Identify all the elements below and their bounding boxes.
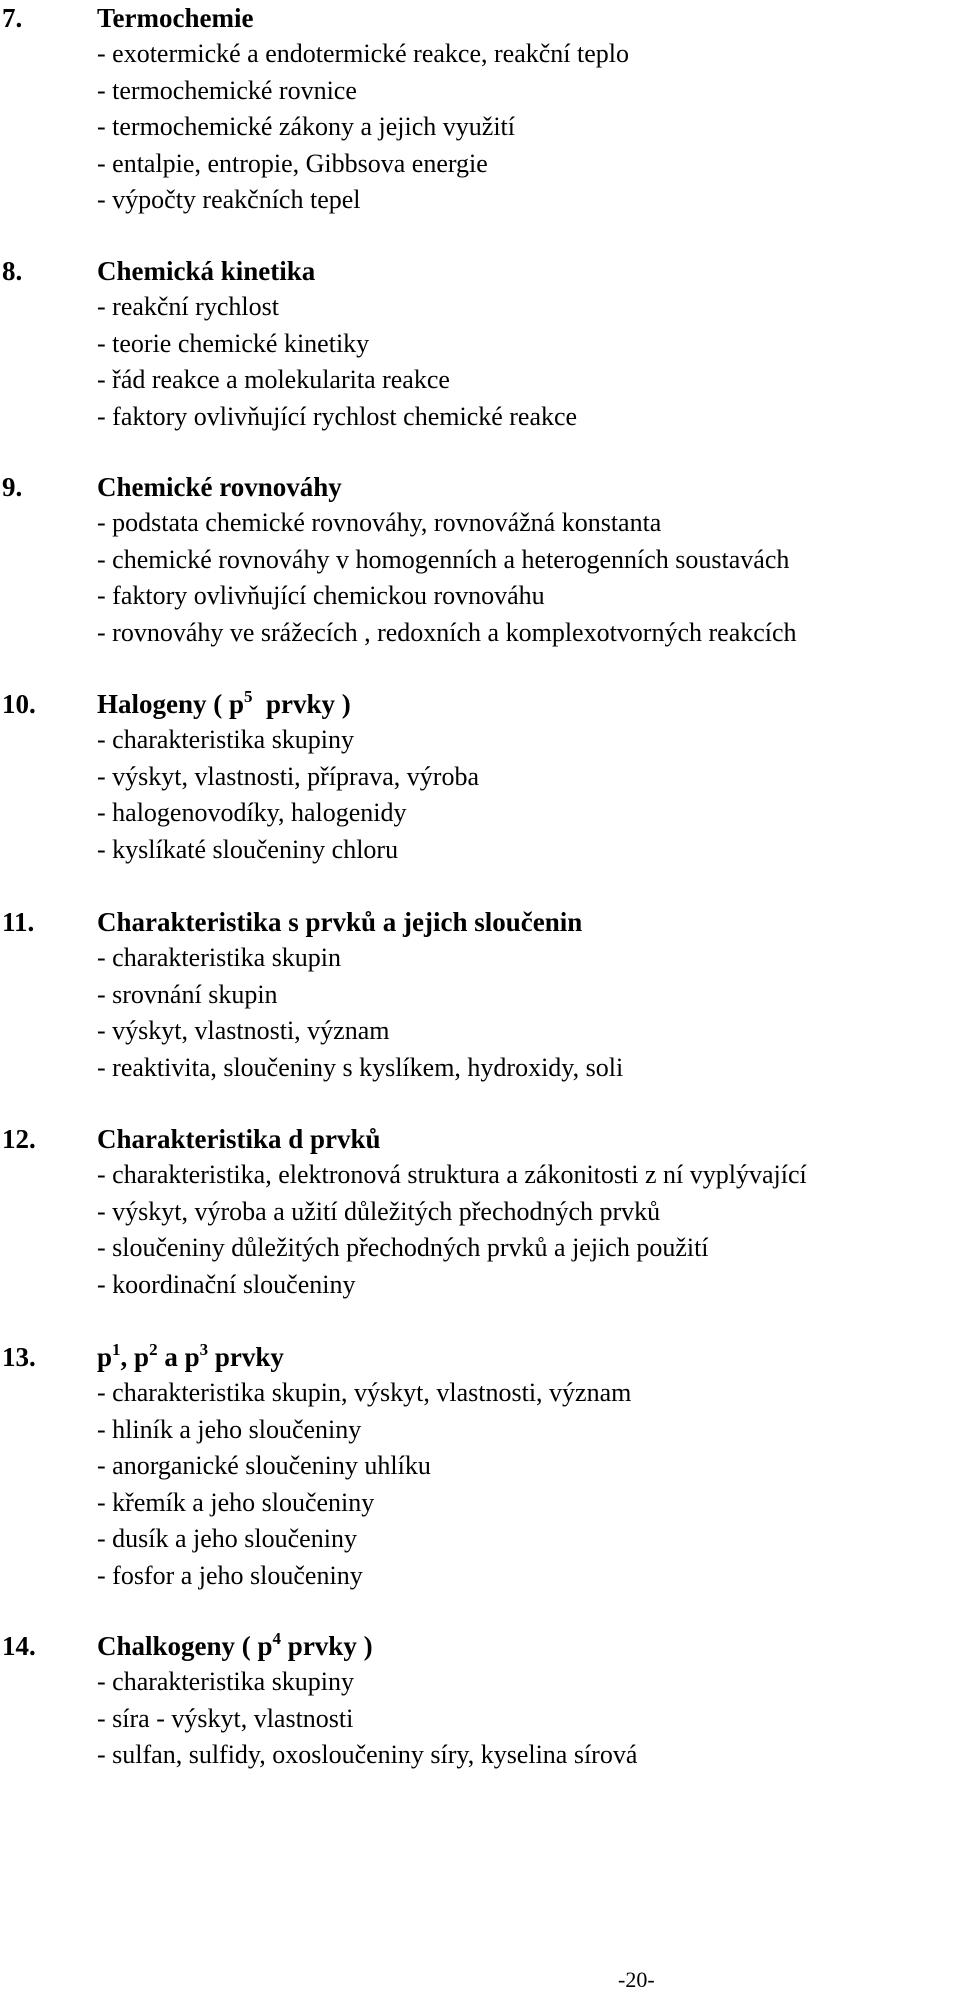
topic-list: [0, 289, 960, 435]
superscript: 2: [149, 1340, 158, 1359]
topic-item: - reakční rychlost: [97, 292, 279, 321]
topic-item: - podstata chemické rovnováhy, rovnovážná konstanta: [97, 508, 662, 537]
topic-item: - křemík a jeho sloučeniny: [97, 1487, 375, 1517]
topic-item: - výskyt, vlastnosti, význam: [97, 1016, 390, 1045]
section-heading: [0, 0, 960, 36]
topic-item: - sloučeniny důležitých přechodných prvků a jejich použití: [97, 1233, 709, 1262]
topic-list: [0, 940, 960, 1086]
topic-item: - anorganické sloučeniny uhlíku: [97, 1451, 431, 1480]
section-number: 12.: [2, 1124, 36, 1154]
section-title: Charakteristika d prvků: [97, 1124, 381, 1154]
topic-item: - řád reakce a molekularita reakce: [97, 365, 450, 394]
section-heading: [0, 469, 960, 505]
topic-item: - koordinační sloučeniny: [97, 1269, 356, 1299]
section-title: [97, 1339, 284, 1375]
title-part: a p: [157, 1342, 200, 1372]
section-heading: [0, 1339, 960, 1375]
topic-list: [0, 1375, 960, 1594]
topic-item: - chemické rovnováhy v homogenních a heterogenních soustavách: [97, 544, 790, 574]
topic-item: - hliník a jeho sloučeniny: [97, 1414, 362, 1444]
topic-item: - výskyt, výroba a užití důležitých přechodných prvků: [97, 1196, 661, 1226]
section-title: [97, 1628, 373, 1664]
section-title: Chemická kinetika: [97, 256, 316, 286]
section-heading: [0, 253, 960, 289]
topic-item: - kyslíkaté sloučeniny chloru: [97, 834, 399, 864]
section-title: Chemické rovnováhy: [97, 472, 342, 502]
topic-item: - exotermické a endotermické reakce, reakční teplo: [97, 39, 629, 68]
section-10: [0, 686, 960, 868]
topic-item: - rovnováhy ve srážecích , redoxních a komplexotvorných reakcích: [97, 617, 797, 647]
topic-item: - sulfan, sulfidy, oxosloučeniny síry, kyselina sírová: [97, 1740, 638, 1769]
section-number: 10.: [2, 689, 36, 719]
superscript: 5: [244, 687, 253, 706]
section-title: Charakteristika s prvků a jejich sloučenin: [97, 907, 583, 937]
section-heading: [0, 904, 960, 940]
section-8: [0, 253, 960, 435]
topic-item: - dusík a jeho sloučeniny: [97, 1524, 357, 1553]
section-heading: [0, 1121, 960, 1157]
section-number: 14.: [2, 1631, 36, 1661]
title-part: Halogeny ( p: [97, 689, 245, 719]
section-number: 11.: [2, 907, 35, 937]
topic-list: [0, 722, 960, 868]
title-part: prvky ): [252, 689, 351, 719]
topic-item: - srovnání skupin: [97, 979, 278, 1009]
topic-item: - fosfor a jeho sloučeniny: [97, 1560, 363, 1590]
section-title: Termochemie: [97, 3, 254, 33]
section-7: [0, 0, 960, 219]
topic-item: - síra - výskyt, vlastnosti: [97, 1703, 354, 1733]
topic-item: - charakteristika, elektronová struktura a zákonitosti z ní vyplývající: [97, 1160, 807, 1189]
section-11: [0, 904, 960, 1086]
section-number: 13.: [2, 1342, 36, 1372]
section-9: [0, 469, 960, 651]
topic-item: - faktory ovlivňující rychlost chemické reakce: [97, 401, 578, 431]
topic-item: - teorie chemické kinetiky: [97, 328, 370, 358]
topic-item: - výskyt, vlastnosti, příprava, výroba: [97, 761, 479, 791]
title-part: p: [97, 1342, 113, 1372]
section-14: [0, 1628, 960, 1774]
topic-list: [0, 36, 960, 219]
section-12: [0, 1121, 960, 1303]
superscript: 1: [112, 1340, 121, 1359]
title-part: , p: [120, 1342, 150, 1372]
page-number: -20-: [618, 1967, 655, 1992]
topic-list: [0, 1157, 960, 1303]
topic-item: - charakteristika skupiny: [97, 725, 355, 754]
title-part: prvky ): [281, 1631, 373, 1661]
section-13: [0, 1339, 960, 1594]
topic-item: - reaktivita, sloučeniny s kyslíkem, hydroxidy, soli: [97, 1052, 624, 1082]
superscript: 4: [272, 1629, 282, 1648]
topic-item: - charakteristika skupiny: [97, 1667, 355, 1696]
section-title: [97, 686, 351, 722]
topic-item: - entalpie, entropie, Gibbsova energie: [97, 148, 488, 178]
topic-list: [0, 1664, 960, 1774]
title-part: Chalkogeny ( p: [97, 1631, 273, 1661]
topic-item: - termochemické zákony a jejich využití: [97, 112, 515, 141]
section-number: 8.: [2, 256, 23, 286]
topic-item: - halogenovodíky, halogenidy: [97, 798, 407, 827]
topic-item: - termochemické rovnice: [97, 75, 357, 105]
title-part: prvky: [208, 1342, 284, 1372]
topic-item: - charakteristika skupin, výskyt, vlastnosti, význam: [97, 1378, 632, 1407]
topic-item: - charakteristika skupin: [97, 943, 342, 972]
section-number: 9.: [2, 472, 23, 502]
topic-item: - faktory ovlivňující chemickou rovnováhu: [97, 581, 545, 610]
section-number: 7.: [2, 3, 23, 33]
superscript: 3: [199, 1340, 209, 1359]
topic-item: - výpočty reakčních tepel: [97, 185, 361, 214]
topic-list: [0, 505, 960, 651]
section-heading: [0, 686, 960, 722]
section-heading: [0, 1628, 960, 1664]
